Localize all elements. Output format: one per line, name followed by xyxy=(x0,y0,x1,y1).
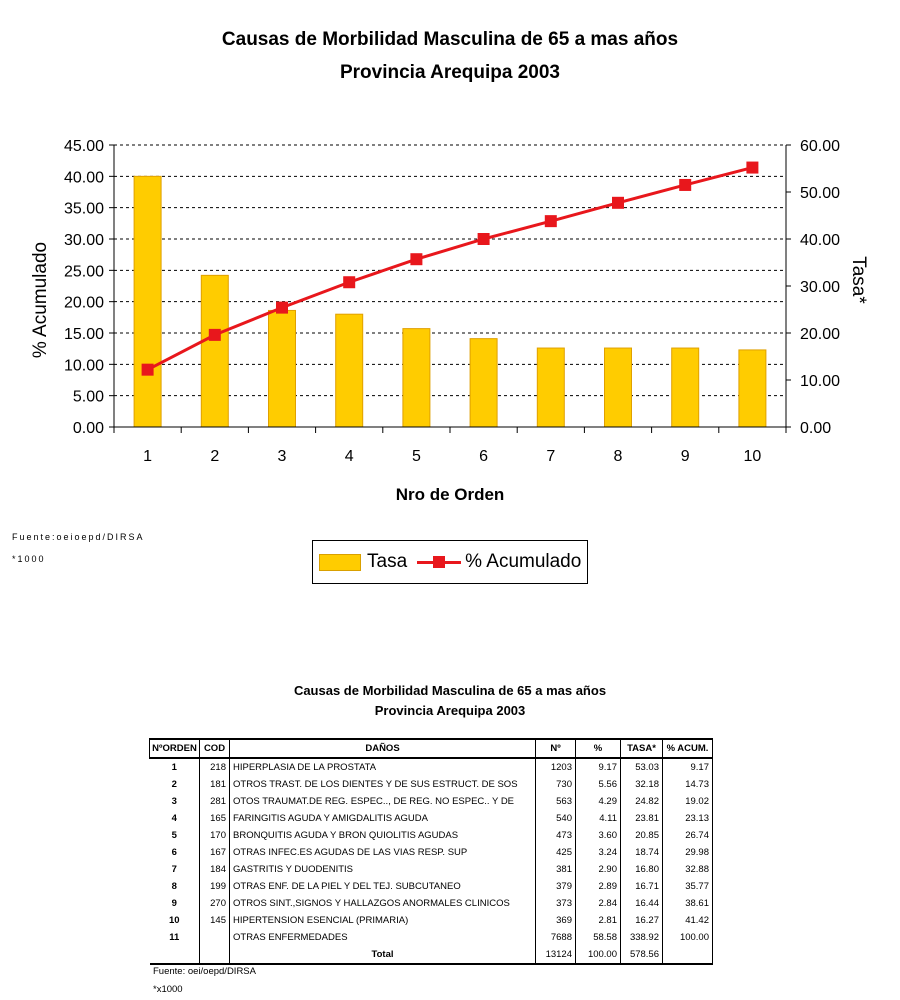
legend-line-swatch xyxy=(417,555,461,570)
table-row xyxy=(150,878,713,895)
table-cell: 281 xyxy=(200,793,230,810)
table-total-cell: 13124 xyxy=(536,946,576,964)
table-cell: 3.24 xyxy=(576,844,621,861)
table-cell: 32.88 xyxy=(663,861,713,878)
table-cell: 2.89 xyxy=(576,878,621,895)
table-cell: 16.80 xyxy=(621,861,663,878)
table-cell: GASTRITIS Y DUODENITIS xyxy=(230,861,536,878)
table-cell: OTRAS ENF. DE LA PIEL Y DEL TEJ. SUBCUTANEO xyxy=(230,878,536,895)
point-acumulado-2 xyxy=(209,329,221,341)
y-right-tick-label: 30.00 xyxy=(800,279,841,296)
table-cell: 24.82 xyxy=(621,793,663,810)
table-row xyxy=(150,793,713,810)
table-cell: 16.27 xyxy=(621,912,663,929)
table-cell: 540 xyxy=(536,810,576,827)
table-cell: 8 xyxy=(150,878,200,895)
x-axis-title: Nro de Orden xyxy=(395,485,505,504)
y-left-tick-label: 30.00 xyxy=(63,232,104,249)
table-cell: 218 xyxy=(200,758,230,776)
table-cell: 9.17 xyxy=(663,758,713,776)
table-cell: 26.74 xyxy=(663,827,713,844)
table-cell: 23.81 xyxy=(621,810,663,827)
table-cell: 38.61 xyxy=(663,895,713,912)
table-cell: 5 xyxy=(150,827,200,844)
y-left-tick-label: 25.00 xyxy=(63,263,104,281)
table-title: Causas de Morbilidad Masculina de 65 a mas años xyxy=(293,683,607,698)
bar-tasa-6 xyxy=(470,339,497,427)
bar-tasa-4 xyxy=(336,314,363,427)
table-cell: OTRAS INFEC.ES AGUDAS DE LAS VIAS RESP. SUP xyxy=(230,844,536,861)
table-cell: 18.74 xyxy=(621,844,663,861)
y-left-tick-label: 5.00 xyxy=(72,388,104,406)
table-cell: 53.03 xyxy=(621,758,663,776)
table-row xyxy=(150,912,713,929)
table-row xyxy=(150,776,713,793)
y-left-axis-title: % Acumulado xyxy=(30,241,51,359)
table-cell: 381 xyxy=(536,861,576,878)
table-cell: 23.13 xyxy=(663,810,713,827)
y-right-tick-label: 60.00 xyxy=(800,138,841,155)
column-header: % ACUM. xyxy=(663,739,713,758)
legend-label-acumulado: % Acumulado xyxy=(465,551,582,572)
point-acumulado-1 xyxy=(142,364,154,376)
point-acumulado-4 xyxy=(343,276,355,288)
table-cell: 2.81 xyxy=(576,912,621,929)
table-total-cell xyxy=(150,946,200,964)
bar-tasa-2 xyxy=(201,275,228,427)
x-tick-label: 7 xyxy=(546,448,556,465)
table-header-row xyxy=(150,739,713,758)
table-cell: 9 xyxy=(150,895,200,912)
table-cell: 369 xyxy=(536,912,576,929)
table-cell: 4 xyxy=(150,810,200,827)
table-cell: 100.00 xyxy=(663,929,713,946)
point-acumulado-6 xyxy=(478,233,490,245)
bar-tasa-3 xyxy=(269,310,296,427)
y-left-tick-label: 45.00 xyxy=(63,138,104,155)
table-row xyxy=(150,810,713,827)
morbidity-table xyxy=(149,738,713,965)
table-cell: 165 xyxy=(200,810,230,827)
point-acumulado-10 xyxy=(746,162,758,174)
table-cell: 20.85 xyxy=(621,827,663,844)
table-factor-note: *x1000 xyxy=(153,984,183,995)
x-tick-label: 8 xyxy=(613,448,623,465)
table-cell: 181 xyxy=(200,776,230,793)
y-right-axis-title: Tasa* xyxy=(848,256,869,304)
table-cell: 4.29 xyxy=(576,793,621,810)
table-cell: 373 xyxy=(536,895,576,912)
chart-factor-note: *1000 xyxy=(12,554,46,564)
x-tick-label: 9 xyxy=(680,448,690,465)
bar-tasa-5 xyxy=(403,329,430,427)
table-cell: 473 xyxy=(536,827,576,844)
table-cell: 2.84 xyxy=(576,895,621,912)
y-left-tick-label: 0.00 xyxy=(72,420,104,437)
table-cell: 3 xyxy=(150,793,200,810)
chart-title: Causas de Morbilidad Masculina de 65 a mas años xyxy=(221,29,679,50)
y-right-tick-label: 40.00 xyxy=(800,232,841,249)
table-cell: 338.92 xyxy=(621,929,663,946)
table-row xyxy=(150,844,713,861)
table-cell: 270 xyxy=(200,895,230,912)
table-cell: 16.71 xyxy=(621,878,663,895)
x-tick-label: 4 xyxy=(344,448,354,465)
table-cell: 170 xyxy=(200,827,230,844)
y-right-tick-label: 50.00 xyxy=(800,185,841,202)
table-total-row xyxy=(150,946,713,964)
table-cell: 145 xyxy=(200,912,230,929)
y-left-tick-label: 15.00 xyxy=(63,326,104,343)
table-cell: 5.56 xyxy=(576,776,621,793)
table-cell: HIPERTENSION ESENCIAL (PRIMARIA) xyxy=(230,912,536,929)
table-cell: OTRAS ENFERMEDADES xyxy=(230,929,536,946)
table-cell: 11 xyxy=(150,929,200,946)
y-left-tick-label: 10.00 xyxy=(63,357,104,375)
column-header: Nº xyxy=(536,739,576,758)
table-cell: OTOS TRAUMAT.DE REG. ESPEC.., DE REG. NO ESPEC.. Y DE xyxy=(230,793,536,810)
point-acumulado-5 xyxy=(410,253,422,265)
table-cell: 32.18 xyxy=(621,776,663,793)
table-cell: 1 xyxy=(150,758,200,776)
bar-tasa-1 xyxy=(134,176,161,427)
table-cell: 19.02 xyxy=(663,793,713,810)
column-header: % xyxy=(576,739,621,758)
y-left-tick-label: 35.00 xyxy=(63,200,104,218)
chart-source-note: Fuente:oeioepd/DIRSA xyxy=(12,532,145,542)
table-row xyxy=(150,758,713,776)
table-cell: 35.77 xyxy=(663,878,713,895)
bar-tasa-7 xyxy=(537,348,564,427)
x-tick-label: 10 xyxy=(743,448,762,465)
legend-bar-swatch xyxy=(319,554,361,571)
x-tick-label: 1 xyxy=(143,448,153,465)
table-cell: OTROS SINT.,SIGNOS Y HALLAZGOS ANORMALES CLINICOS xyxy=(230,895,536,912)
point-acumulado-7 xyxy=(545,215,557,227)
table-cell: 425 xyxy=(536,844,576,861)
table-cell: 167 xyxy=(200,844,230,861)
table-cell: 29.98 xyxy=(663,844,713,861)
table-row xyxy=(150,827,713,844)
table-total-cell: 578.56 xyxy=(621,946,663,964)
point-acumulado-3 xyxy=(276,302,288,314)
table-cell: 10 xyxy=(150,912,200,929)
x-tick-label: 3 xyxy=(277,448,287,465)
bar-tasa-9 xyxy=(672,348,699,427)
table-total-cell xyxy=(200,946,230,964)
table-cell: 7 xyxy=(150,861,200,878)
bar-tasa-8 xyxy=(605,348,632,427)
table-cell: 3.60 xyxy=(576,827,621,844)
y-right-tick-label: 0.00 xyxy=(800,420,832,437)
table-cell: FARINGITIS AGUDA Y AMIGDALITIS AGUDA xyxy=(230,810,536,827)
bar-tasa-10 xyxy=(739,350,766,427)
point-acumulado-8 xyxy=(612,197,624,209)
chart-subtitle: Provincia Arequipa 2003 xyxy=(339,62,560,83)
table-total-cell: Total xyxy=(230,946,536,964)
table-cell: BRONQUITIS AGUDA Y BRON QUIOLITIS AGUDAS xyxy=(230,827,536,844)
table-cell: 58.58 xyxy=(576,929,621,946)
column-header: NºORDEN xyxy=(150,739,200,758)
column-header: COD xyxy=(200,739,230,758)
column-header: TASA* xyxy=(621,739,663,758)
legend-label-tasa: Tasa xyxy=(367,551,408,572)
table-cell: 1203 xyxy=(536,758,576,776)
table-cell: OTROS TRAST. DE LOS DIENTES Y DE SUS ESTRUCT. DE SOS xyxy=(230,776,536,793)
table-cell: 6 xyxy=(150,844,200,861)
table-cell xyxy=(200,929,230,946)
table-cell: 2 xyxy=(150,776,200,793)
table-row xyxy=(150,861,713,878)
x-tick-label: 5 xyxy=(411,448,421,465)
table-total-cell xyxy=(663,946,713,964)
x-tick-label: 6 xyxy=(479,448,489,465)
table-cell: 9.17 xyxy=(576,758,621,776)
table-cell: HIPERPLASIA DE LA PROSTATA xyxy=(230,758,536,776)
table-subtitle: Provincia Arequipa 2003 xyxy=(374,703,526,718)
table-cell: 184 xyxy=(200,861,230,878)
point-acumulado-9 xyxy=(679,179,691,191)
x-tick-label: 2 xyxy=(210,448,220,465)
table-cell: 7688 xyxy=(536,929,576,946)
table-cell: 16.44 xyxy=(621,895,663,912)
table-cell: 2.90 xyxy=(576,861,621,878)
y-right-tick-label: 20.00 xyxy=(800,326,841,343)
table-cell: 730 xyxy=(536,776,576,793)
y-right-tick-label: 10.00 xyxy=(800,373,841,390)
chart-legend xyxy=(312,540,588,584)
column-header: DAÑOS xyxy=(230,739,536,758)
table-cell: 4.11 xyxy=(576,810,621,827)
y-left-tick-label: 20.00 xyxy=(63,294,104,312)
y-left-tick-label: 40.00 xyxy=(63,169,104,187)
table-source-note: Fuente: oei/oepd/DIRSA xyxy=(153,966,256,977)
table-cell: 14.73 xyxy=(663,776,713,793)
table-cell: 379 xyxy=(536,878,576,895)
table-cell: 563 xyxy=(536,793,576,810)
table-cell: 41.42 xyxy=(663,912,713,929)
table-cell: 199 xyxy=(200,878,230,895)
line-acumulado xyxy=(148,168,753,370)
table-total-cell: 100.00 xyxy=(576,946,621,964)
table-row xyxy=(150,929,713,946)
table-body xyxy=(150,758,713,964)
table-row xyxy=(150,895,713,912)
